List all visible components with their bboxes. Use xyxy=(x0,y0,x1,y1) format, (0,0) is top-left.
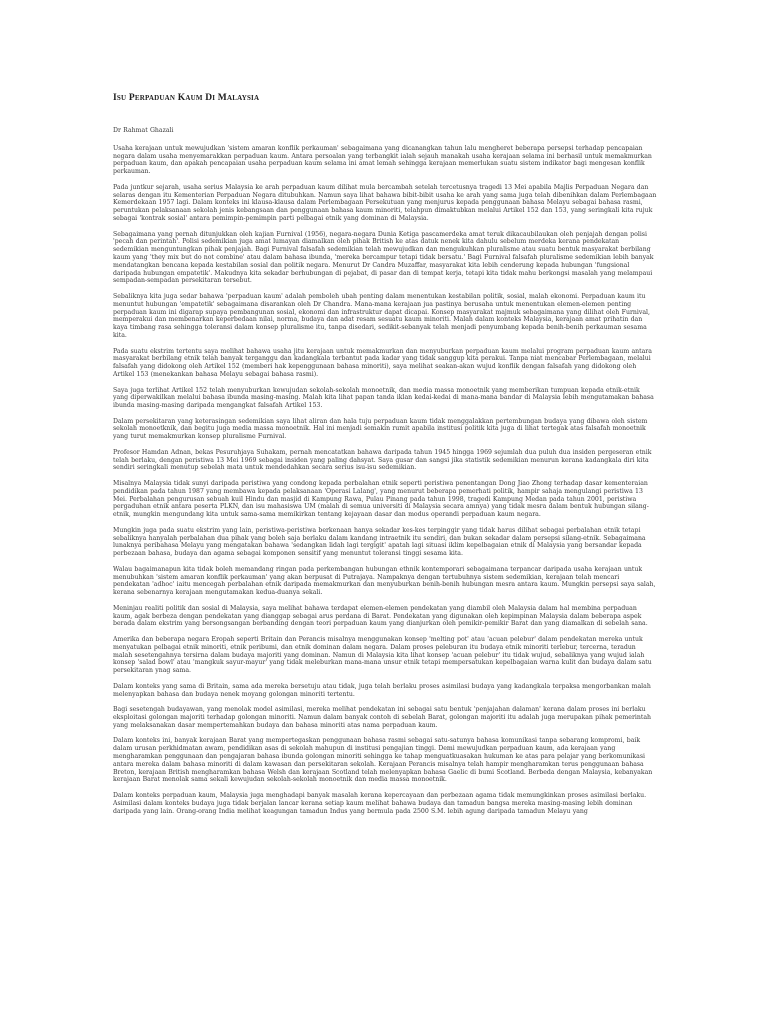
body-paragraph: Saya juga terlihat Artikel 152 telah menyuburkan kewujudan sekolah-sekolah monoetnik, dan media massa monoetnik yang memberikan tumpuan kepada etnik-etnik yang diperwakilkan melalui bahasa ibunda masing-masing. Malah kita lihat papan tanda iklan kedai-kedai di mana-mana bandar di Malaysia lebih mengutamakan bahasa ibunda masing-masing daripada mengangkat falsafah Artikel 153. xyxy=(113,386,654,410)
body-paragraph: Bagi sesetengah budayawan, yang menolak model asimilasi, mereka melihat pendekatan ini sebagai satu bentuk 'penjajahan dalaman' kerana dalam proses ini berlaku eksploitasi golongan majoriti terhadap golongan minoriti. Namun dalam banyak contoh di sebelah Barat, golongan majoriti itu adalah juga merupakan pihak pemerintah yang melaksanakan dasar mempertemahkan budaya dan bahasa minoriti atas nama perpaduan kaum. xyxy=(113,706,652,729)
body-paragraph: Pada juntkur sejarah, usaha serius Malaysia ke arah perpaduan kaum dilihat mula bercambah setelah tercetusnya tragedi 13 Mei apabila Majlis Perpaduan Negara dan selaras dengan itu Kementerian Perpaduan Negara ditubuhkan. Namun saya lihat bahawa bibit-bibit usaha ke arah yang sama juga telah dibenihkan dalam Perlembagaan Kemerdekaan 1957 lagi. Dalam konteks ini klausa-klausa dalam Perlembagaan Persekutuan yang menjurus kepada penggunaan bahasa Melayu sebagai bahasa rasmi, peruntukan pelaksanaan sekolah jenis kebangsaan dan penggunaan bahasa kaum minoriti, telahpun dimaktubkan melalui Artikel 152 dan 153, yang seringkali kita rujuk sebagai 'kontrak sosial' antara pemimpin-pemimpin parti pelbagai etnik yang dominan di Malaysia. xyxy=(113,183,657,222)
body-paragraph: Sebaliknya kita juga sedar bahawa 'perpaduan kaum' adalah pemboleh ubah penting dalam menentukan kestabilan politik, sosial, malah ekonomi. Perpaduan kaum itu menuntut hubungan 'empatetik' sebagaimana disarankan oleh Dr Chandra. Mana-mana kerajaan jua pastinya berusaha untuk menentukan elemen-elemen penting perpaduan kaum ini digarap supaya pembangunan sosial, ekonomi dan infrastruktur dapat dicapai. Konsep masyarakat majmuk sebagaimana yang dilihat oleh Furnival, memperakui dan membenarkan keperbedaan nilai, norma, budaya dan adat resam sesuatu kaum minoriti. Malah dalam konteks Malaysia, kerajaan amat prihatin dan kaya timbang rasa sehingga toleransi dalam konsep pluralisme itu, tanpa disedari, sedikit-sebanyak telah menjadi penyumbang kepada benih-benih perkauman sesama kita. xyxy=(113,292,650,339)
article-author: Dr Rahmat Ghazali xyxy=(113,127,174,134)
body-paragraph: Pada suatu ekstrim tertentu saya melihat bahawa usaha jitu kerajaan untuk memakmurkan dan menyuburkan perpaduan kaum melalui program perpaduan kaum antara masyarakat berbilang etnik telah banyak terganggu dan kadangkala terbantut pada kadar yang tidak sanggup kita perakui. Tanpa niat mencabar Perlembagaan, melalui falsafah yang didokong oleh Artikel 152 (memberi hak kepenggunaan bahasa minoriti), saya melihat seakan-akan wujud konflik dengan falsafah yang didokong oleh Artikel 153 (menekankan bahasa Melayu sebagai bahasa rasmi). xyxy=(113,347,652,378)
body-paragraph: Mungkin juga pada suatu ekstrim yang lain, peristiwa-peristiwa berkenaan hanya sekadar kes-kes terpinggir yang tidak harus dilihat sebagai perbalahan etnik tetapi sebaliknya hanyalah perbalahan dua pihak yang boleh saja berlaku dalam kandang intraetnik itu sendiri, dan bukan sekadar dalam persepsi silang-etnik. Sebagaimana lunaknya peribahasa Melayu yang mengatakan bahawa 'sedangkan lidah lagi tergigit' apatah lagi situasi iklim kepelbagaian etnik di Malaysia yang bersandar kepada perbezaan bahasa, budaya dan agama sebagai komponen sensitif yang menuntut toleransi tinggi sesama kita. xyxy=(113,526,646,558)
body-paragraph: Walau bagaimanapun kita tidak boleh memandang ringan pada perkembangan hubungan ethnik kontemporari sebagaimana terpancar daripada usaha kerajaan untuk menubuhkan 'sistem amaran konflik perkauman' yang akan berpusat di Putrajaya. Nampaknya dengan tertubuhnya sistem sedemikian, kerajaan telah mencari pendekatan 'adhoc' iaitu mencegah perbalahan etnik daripada memakmurkan dan menyuburkan benih-benih hubungan mesra antara kaum. Mungkin persepsi saya salah, kerana sebenarnya kerajaan mengutamakan kedua-duanya sekali. xyxy=(113,565,656,597)
article-title: Isu Perpaduan Kaum Di Malaysia xyxy=(113,93,260,103)
body-paragraph: Usaha kerajaan untuk mewujudkan 'sistem amaran konflik perkauman' sebagaimana yang dicanangkan tahun lalu mengheret beberapa persepsi terhadap pencapaian negara dalam usaha menyemarakkan perpaduan kaum. Antara persoalan yang terbangkit ialah sejauh manakah usaha kerajaan selama ini berhasil untuk memakmurkan perpaduan kaum, dan apakah pencapaian usaha perpaduan kaum selama ini amat lemah sehingga kerajaan memerlukan suatu sistem indikator bagi mengesan konflik perkauman. xyxy=(113,144,652,176)
document-page xyxy=(113,92,657,823)
body-paragraph: Dalam persekitaran yang keterasingan sedemikian saya lihat aliran dan hala tuju perpaduan kaum tidak menggalakkan pertembungan budaya yang dibawa oleh sistem sekolah monoetknik, dan begitu juga media massa monoetnik. Hal ini menjadi semakin rumit apabila institusi politik kita juga di lihat tertegak atas falsafah monoetnik yang turut memakmurkan konsep pluralisme Furnival. xyxy=(113,417,648,441)
body-paragraph: Misalnya Malaysia tidak sunyi daripada peristiwa yang condong kepada perbalahan etnik seperti peristiwa penentangan Dong Jiao Zhong terhadap dasar kementeraian pendidikan pada tahun 1987 yang membawa kepada pelaksanaan 'Operasi Lalang', yang menurut beberapa pemerhati politik, hampir sahaja mengulangi peristiwa 13 Mei. Perbalahan pengurusan sebuah kuil Hindu dan masjid di Kampung Rawa, Pulau Pinang pada tahun 1998, tragedi Kampung Medan pada tahun 2001, peristiwa pergaduhan etnik antara peserta PLKN, dan isu mahasiswa UM (malah di semua universiti di Malaysia secara amnya) yang tidak mesra dalam bentuk hubungan silang-etnik, mungkin mengundang kita untuk sama-sama memikirkan tentang kejayaan dasar dan modus operandi perpaduan kaum negara. xyxy=(113,480,649,519)
article-body xyxy=(113,145,657,816)
body-paragraph: Meninjau realiti politik dan sosial di Malaysia, saya melihat bahawa terdapat elemen-elemen pendekatan yang diambil oleh Malaysia dalam hal membina perpaduan kaum, agak berbeza dengan pendekatan yang dianggap sebagai arus perdana di Barat. Pendekatan yang digunakan oleh kepimpinan Malaysia dalam beberapa aspek berada dalam ekstrim yang bersongsangan berbanding dengan teori perpaduan kaum yang dianjurkan oleh pemikir-pemikir Barat dan yang diamalkan di sebelah sana. xyxy=(113,604,648,628)
body-paragraph: Dalam konteks yang sama di Britain, sama ada mereka bersetuju atau tidak, juga telah berlaku proses asimilasi budaya yang kadangkala terpaksa mengorbankan malah melenyapkan bahasa dan budaya nenek moyang golongan minoriti tertentu. xyxy=(113,682,651,698)
body-paragraph: Dalam konteks perpaduan kaum, Malaysia juga menghadapi banyak masalah kerana kepercayaan dan perbezaan agama tidak memungkinkan proses asimilasi berlaku. Asimilasi dalam konteks budaya juga tidak berjalan lancar kerana setiap kaum melihat bahawa budaya dan tamadun bangsa mereka masing-masing lebih dominan daripada yang lain. Orang-orang India melihat keagungan tamadun Indus yang bermula pada 2500 S.M. lebih agung daripada tamadun Melayu yang xyxy=(113,791,647,815)
body-paragraph: Dalam konteks ini, banyak kerajaan Barat yang mempertegaskan penggunaan bahasa rasmi sebagai satu-satunya bahasa komunikasi tanpa sebarang kompromi, baik dalam urusan perkhidmatan awam, pendidikan asas di sekolah mahupun di institusi pengajian tinggi. Demi mewujudkan perpaduan kaum, ada kerajaan yang mengharamkan penggunaan dan pengajaran bahasa ibunda golongan minoriti sehingga ke tahap menguatkuasakan hukuman ke atas para pelajar yang berkomunikasi antara mereka dalam bahasa minoriti di dalam kawasan dan persekitaran sekolah. Kerajaan Perancis misalnya telah hampir mengharamkan terus penggunaan bahasa Breton, kerajaan British mengharamkan bahasa Welsh dan kerajaan Scotland telah melenyapkan bahasa Gaelic di bumi Scotland. Berbeda dengan Malaysia, kebanyakan kerajaan Barat menolak sama sekali kewujudan sekolah-sekolah monoetnik dan media massa monoetnik. xyxy=(113,737,653,784)
body-paragraph: Profesor Hamdan Adnan, bekas Pesuruhjaya Suhakam, pernah mencatatkan bahawa daripada tahun 1945 hingga 1969 sejumlah dua puluh dua insiden pergeseran etnik telah berlaku, dengan peristiwa 13 Mei 1969 sebagai insiden yang paling dahsyat. Saya gusar dan sangsi jika statistik sedemikian menurun kerana kadangkala diri kita sendiri seringkali menutup sebelah mata untuk mendedahkan secara serius isu-isu sedemikian. xyxy=(113,448,652,472)
body-paragraph: Amerika dan beberapa negara Eropah seperti Britain dan Perancis misalnya menggunakan konsep 'melting pot' atau 'acuan pelebur' dalam pendekatan mereka untuk menyatukan pelbagai etnik minoriti, etnik peribumi, dan etnik dominan dalam negara. Dalam proses peleburan itu budaya etnik minoriti terlebur, tercerna, teradun malah sesetengahnya tersirna dalam budaya majoriti yang dominan. Namun di Malaysia kita lihat konsep 'acuan pelebur' itu tidak wujud, sebaliknya yang wujud ialah konsep 'salad bowl' atau 'mangkuk sayur-mayur' yang tidak meleburkan mana-mana unsur etnik tetapi mempersatukan kepelbagaian warna kulit dan budaya dalam satu persekitaran ynag sama. xyxy=(113,636,652,675)
body-paragraph: Sebagaimana yang pernah ditunjukkan oleh kajian Furnival (1956), negara-negara Dunia Ketiga pascamerdeka amat teruk dikacaubilaukan oleh penjajah dengan polisi 'pecah dan perintah'. Polisi sedemikian juga amat lumayan diamalkan oleh pihak British ke atas datuk nenek kita dahulu sebelum merdeka kerana pendekatan sedemikian menguntungkan pihak penjajah. Bagi Furnival falsafah sedemikian telah mewujudkan dan mengukuhkan pluralisme atau suatu bentuk masyarakat berbilang kaum yang 'they mix but do not combine' atau dalam bahasa ibunda, 'mereka bercampur tetapi tidak bersatu.' Bagi Furnival falsafah pluralisme sedemikian lebih banyak mendatangkan bencana kepada kestabilan sosial dan politik negara. Menurut Dr Candra Muzaffar, masyarakat kita lebih cenderung kepada hubungan 'fungsional daripada hubungan empatetik'. Makudnya kita sekadar berhubungan di pejabat, di pasar dan di tempat kerja, tetapi kita tidak mahu berkongsi masalah yang melampaui sempadan-sempadan persekitaran tersebut. xyxy=(113,230,654,285)
